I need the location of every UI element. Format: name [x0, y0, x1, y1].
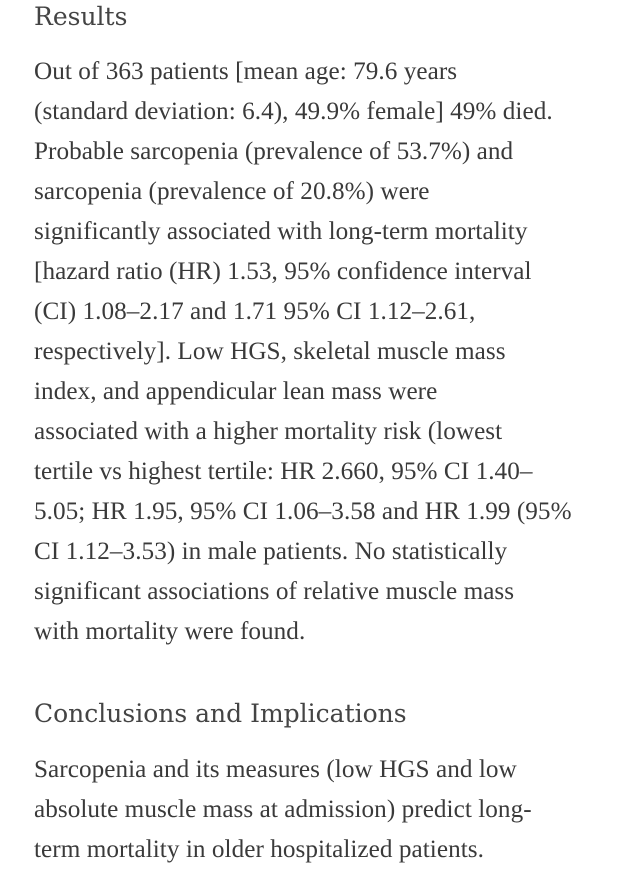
results-line: Probable sarcopenia (prevalence of 53.7%) and	[34, 138, 514, 165]
results-line: significantly associated with long-term mortality	[34, 218, 528, 245]
results-line: associated with a higher mortality risk (lowest	[34, 418, 503, 445]
results-line: significant associations of relative muscle mass	[34, 578, 515, 605]
conclusions-line: term mortality in older hospitalized patients.	[34, 836, 484, 863]
results-line: (CI) 1.08–2.17 and 1.71 95% CI 1.12–2.61,	[34, 298, 476, 325]
conclusions-line: Sarcopenia and its measures (low HGS and low	[34, 756, 517, 783]
results-line: respectively]. Low HGS, skeletal muscle mass	[34, 338, 506, 365]
results-line: 5.05; HR 1.95, 95% CI 1.06–3.58 and HR 1.99 (95%	[34, 498, 572, 525]
results-line: Out of 363 patients [mean age: 79.6 years	[34, 58, 458, 85]
results-paragraph	[34, 52, 619, 652]
results-line: [hazard ratio (HR) 1.53, 95% confidence interval	[34, 258, 532, 285]
results-line: (standard deviation: 6.4), 49.9% female] 49% died.	[34, 98, 553, 125]
results-line: sarcopenia (prevalence of 20.8%) were	[34, 178, 430, 205]
results-line: with mortality were found.	[34, 618, 306, 645]
results-heading: Results	[34, 2, 128, 31]
conclusions-heading: Conclusions and Implications	[34, 699, 407, 728]
results-line: index, and appendicular lean mass were	[34, 378, 438, 405]
conclusions-paragraph	[34, 750, 619, 870]
results-line: tertile vs highest tertile: HR 2.660, 95% CI 1.40–	[34, 458, 533, 485]
results-line: CI 1.12–3.53) in male patients. No statistically	[34, 538, 508, 565]
conclusions-line: absolute muscle mass at admission) predict long-	[34, 796, 532, 823]
